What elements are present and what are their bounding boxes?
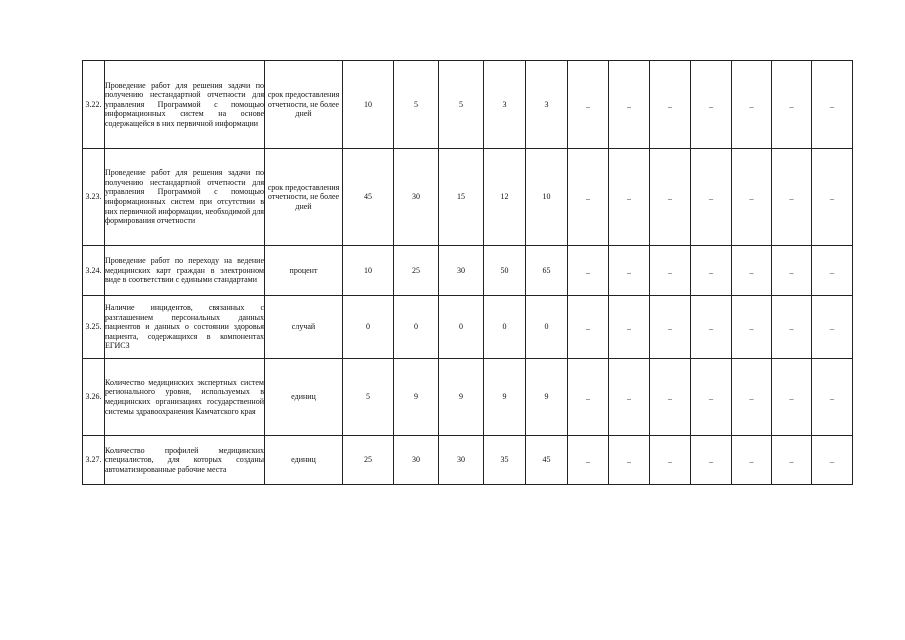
empty-value-cell: _ xyxy=(772,246,812,296)
value-cell: 0 xyxy=(394,296,439,359)
empty-value-cell: _ xyxy=(772,296,812,359)
value-cell: 45 xyxy=(343,149,394,246)
value-cell: 5 xyxy=(343,359,394,436)
empty-value-cell: _ xyxy=(568,296,609,359)
empty-value-cell: _ xyxy=(772,436,812,485)
value-cell: 0 xyxy=(484,296,526,359)
row-number: 3.22. xyxy=(83,61,105,149)
empty-value-cell: _ xyxy=(812,359,853,436)
value-cell: 30 xyxy=(439,436,484,485)
empty-value-cell: _ xyxy=(568,246,609,296)
empty-value-cell: _ xyxy=(812,61,853,149)
indicator-name: Наличие инцидентов, связанных с разглашением персональных данных пациентов и данных о состоянии здоровья пациента, содержащихся в компонентах ЕГИСЗ xyxy=(105,296,265,359)
empty-value-cell: _ xyxy=(609,149,650,246)
row-number: 3.25. xyxy=(83,296,105,359)
indicators-table xyxy=(82,60,853,485)
row-number: 3.27. xyxy=(83,436,105,485)
empty-value-cell: _ xyxy=(691,436,732,485)
unit-cell: срок предоставления отчетности, не более дней xyxy=(265,149,343,246)
empty-value-cell: _ xyxy=(812,436,853,485)
empty-value-cell: _ xyxy=(812,149,853,246)
unit-cell: случай xyxy=(265,296,343,359)
indicator-name: Проведение работ для решения задачи по получению нестандартной отчетности для управления Программой с помощью информационных систем при отсутствии в них первичной информации, необходимой для формирования отчетности xyxy=(105,149,265,246)
value-cell: 0 xyxy=(439,296,484,359)
value-cell: 12 xyxy=(484,149,526,246)
indicator-name: Проведение работ для решения задачи по получению нестандартной отчетности для управления Программой с помощью информационных систем на основе содержащейся в них первичной информации xyxy=(105,61,265,149)
empty-value-cell: _ xyxy=(568,149,609,246)
value-cell: 0 xyxy=(526,296,568,359)
empty-value-cell: _ xyxy=(609,359,650,436)
indicator-name: Количество медицинских экспертных систем регионального уровня, используемых в медицинских организациях государственной системы здравоохранения Камчатского края xyxy=(105,359,265,436)
value-cell: 50 xyxy=(484,246,526,296)
value-cell: 10 xyxy=(343,61,394,149)
empty-value-cell: _ xyxy=(568,436,609,485)
empty-value-cell: _ xyxy=(568,359,609,436)
value-cell: 0 xyxy=(343,296,394,359)
empty-value-cell: _ xyxy=(609,246,650,296)
empty-value-cell: _ xyxy=(650,149,691,246)
value-cell: 3 xyxy=(484,61,526,149)
empty-value-cell: _ xyxy=(650,61,691,149)
empty-value-cell: _ xyxy=(732,359,772,436)
indicator-name: Проведение работ по переходу на ведение медицинских карт граждан в электронном виде в соответствии с едиными стандартами xyxy=(105,246,265,296)
value-cell: 45 xyxy=(526,436,568,485)
empty-value-cell: _ xyxy=(812,296,853,359)
empty-value-cell: _ xyxy=(732,61,772,149)
table-row xyxy=(83,149,853,246)
empty-value-cell: _ xyxy=(691,61,732,149)
empty-value-cell: _ xyxy=(772,61,812,149)
empty-value-cell: _ xyxy=(732,296,772,359)
empty-value-cell: _ xyxy=(691,149,732,246)
value-cell: 9 xyxy=(484,359,526,436)
empty-value-cell: _ xyxy=(691,359,732,436)
unit-cell: срок предоставления отчетности, не более дней xyxy=(265,61,343,149)
row-number: 3.23. xyxy=(83,149,105,246)
value-cell: 25 xyxy=(343,436,394,485)
empty-value-cell: _ xyxy=(609,61,650,149)
unit-cell: единиц xyxy=(265,359,343,436)
value-cell: 35 xyxy=(484,436,526,485)
indicator-name: Количество профилей медицинских специалистов, для которых созданы автоматизированные рабочие места xyxy=(105,436,265,485)
row-number: 3.24. xyxy=(83,246,105,296)
value-cell: 5 xyxy=(439,61,484,149)
empty-value-cell: _ xyxy=(772,359,812,436)
empty-value-cell: _ xyxy=(650,359,691,436)
value-cell: 30 xyxy=(394,436,439,485)
value-cell: 30 xyxy=(394,149,439,246)
unit-cell: единиц xyxy=(265,436,343,485)
empty-value-cell: _ xyxy=(650,296,691,359)
value-cell: 5 xyxy=(394,61,439,149)
empty-value-cell: _ xyxy=(650,436,691,485)
empty-value-cell: _ xyxy=(650,246,691,296)
value-cell: 30 xyxy=(439,246,484,296)
table-row xyxy=(83,296,853,359)
empty-value-cell: _ xyxy=(691,246,732,296)
empty-value-cell: _ xyxy=(732,149,772,246)
empty-value-cell: _ xyxy=(609,296,650,359)
value-cell: 9 xyxy=(439,359,484,436)
value-cell: 3 xyxy=(526,61,568,149)
empty-value-cell: _ xyxy=(609,436,650,485)
table-row xyxy=(83,436,853,485)
value-cell: 25 xyxy=(394,246,439,296)
empty-value-cell: _ xyxy=(772,149,812,246)
unit-cell: процент xyxy=(265,246,343,296)
value-cell: 9 xyxy=(526,359,568,436)
value-cell: 15 xyxy=(439,149,484,246)
value-cell: 65 xyxy=(526,246,568,296)
value-cell: 10 xyxy=(526,149,568,246)
empty-value-cell: _ xyxy=(732,436,772,485)
table-row xyxy=(83,246,853,296)
table-row xyxy=(83,359,853,436)
value-cell: 10 xyxy=(343,246,394,296)
empty-value-cell: _ xyxy=(812,246,853,296)
empty-value-cell: _ xyxy=(732,246,772,296)
value-cell: 9 xyxy=(394,359,439,436)
table-row xyxy=(83,61,853,149)
empty-value-cell: _ xyxy=(568,61,609,149)
row-number: 3.26. xyxy=(83,359,105,436)
empty-value-cell: _ xyxy=(691,296,732,359)
